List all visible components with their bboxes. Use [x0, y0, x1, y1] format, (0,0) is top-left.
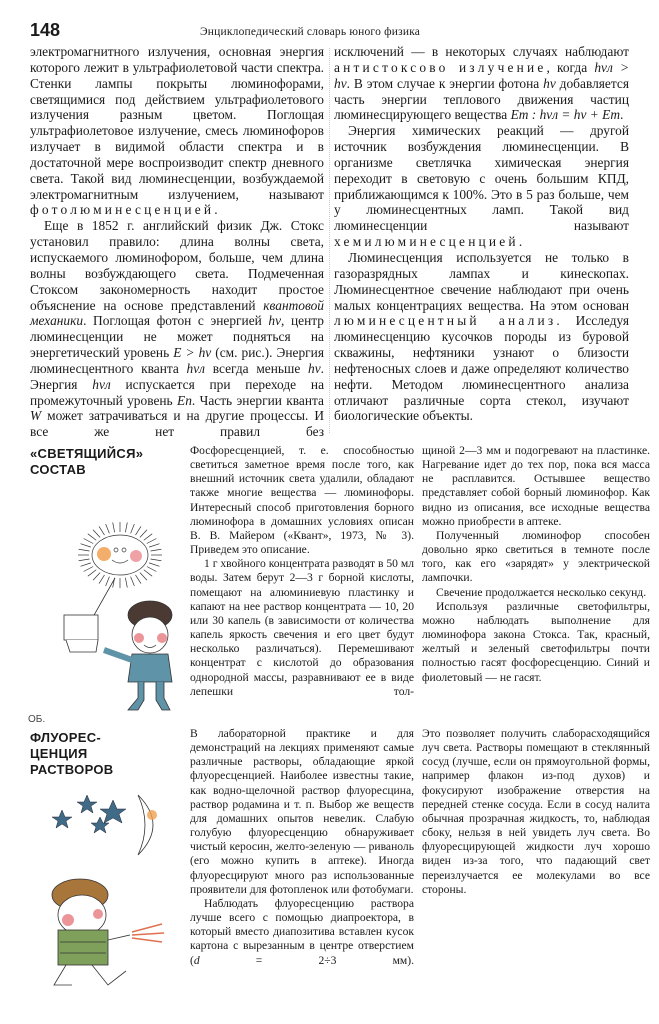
text-run: Полученный люминофор способен довольно ярко светиться в темноте после того, как его «зарядят» у электрической лампочки. — [422, 528, 650, 585]
text-run: Фосфоресценцией, т. е. способностью светиться заметное время после того, как внешний источник света удалили, обладают также многие вещества — люминофоры. Интересный способ приготовления борного люминофора в домашних условиях описан В. В. Майером («Квант», 1973, № 3). Приведем это описание. — [190, 444, 414, 557]
text-run: . Исследуя люминесценцию кусочков породы из буровой скважины, нефтяники узнают о близости нефтеносных слоев и даже определяют количество нефти. Методом люминесцентного анализа отличают различные сорта стекол, изучают биологические объекты. — [334, 313, 629, 424]
text-run: исключений — в некоторых случаях наблюдают — [334, 44, 629, 59]
paragraph — [422, 444, 650, 529]
text-run: Свечение продолжается несколько секунд. — [436, 585, 647, 599]
italic-term: Eт : hνл = hν + Eт — [510, 107, 620, 123]
italic-term: hνл — [92, 376, 111, 392]
sun-ray — [79, 559, 90, 561]
sun-ray — [106, 524, 110, 533]
paragraph — [30, 218, 324, 440]
text-run: всегда меньше — [205, 360, 308, 376]
sun-ray — [144, 570, 152, 576]
text-run: Люминесценция используется не только в газоразрядных лампах и кинескопах. Люминесцентное свечение наблюдают при очень малых концентрациях вещества. На этом основан — [334, 249, 629, 313]
spaced-term: антистоксово излучение — [334, 59, 547, 75]
sun-ray — [81, 563, 91, 566]
text-run: , центр люминесценции не может подняться на энергетический уровень — [30, 313, 324, 361]
column-divider — [329, 48, 330, 433]
paragraph — [30, 44, 324, 218]
text-run: . — [214, 202, 218, 218]
text-run: Наблюдать флуоресценцию раствора лучше всего с помощью диапроектора, в который вместо диапозитива вставлен кусок картона с вырезанным в центре отверстием ( — [190, 896, 414, 967]
text-run: . — [518, 234, 523, 250]
sun-ray — [88, 534, 96, 540]
paragraph — [422, 600, 650, 685]
text-run: Это позволяет получить слаборасходящийся луч света. Растворы помещают в стеклянный сосуд (лучше, если он прямоугольной формы, например флакон из-под духов) и фокусируют изображение отверстия на передней стенке сосуда. Если в сосуд налита обычная прозрачная жидкость, то, наблюдая сбоку, нельзя в ней увидеть луч света. Во флуоресцирующей жидкости луч хорошо виден из-за того, что падающий свет переизлучается ее молекулами во все стороны. — [422, 727, 650, 896]
illustration-stars-moon-child — [20, 790, 190, 1010]
sun-ray — [131, 577, 135, 586]
star-icon — [52, 810, 72, 828]
sun-ray — [149, 563, 159, 566]
sun-ray — [140, 573, 147, 581]
sun-icon — [78, 522, 162, 588]
heading-line: ЦЕНЦИЯ — [30, 746, 88, 761]
section1-column-right — [422, 444, 650, 685]
sun-ray — [93, 530, 100, 538]
italic-term: hνл — [186, 360, 206, 376]
paragraph — [190, 444, 414, 557]
page-number: 148 — [30, 20, 61, 40]
artist-signature: ОБ. — [28, 714, 46, 725]
sun-ray — [79, 549, 90, 551]
sun-ray — [106, 577, 110, 586]
text-run: В лабораторной практике и для демонстраций на лекциях применяют самые различные растворы, обладающие яркой флуоресценцией. Наиболее известны такие, как водно-щелочной раствор флуоресцина, раствор родамина и т. п. Выбор же веществ для домашних опытов невелик. Слабую голубую флуоресценцию обнаруживает чистый керосин, желто-зеленую — риваноль (его можно купить в аптеке). Иногда флуоресцируют много раз использованные проявители для фотопленок или фотобумаги. — [190, 727, 414, 896]
paragraph — [334, 250, 629, 424]
sun-ray — [136, 575, 142, 584]
italic-term: hνл > hν — [334, 59, 629, 91]
text-run: . Поглощая фотон с энергией — [83, 313, 269, 329]
sun-ray — [140, 530, 147, 538]
moon-icon — [138, 795, 157, 855]
sun-ray — [88, 570, 96, 576]
text-run: , когда — [546, 59, 595, 75]
star-icon — [77, 795, 97, 813]
text-run: Используя различные светофильтры, можно наблюдать выполнение для люминофора закона Стокса. Так, красный, желтый и зеленый светофильтры почти полностью гасят фосфоресценцию. Синий и фиолетовый — не гасят. — [422, 599, 650, 684]
section-heading-glowing-compound — [30, 446, 143, 478]
italic-term: квантовой механики — [30, 297, 324, 329]
spaced-term: люминесцентный анализ — [334, 313, 557, 329]
article-column-left — [30, 44, 324, 440]
heading-line: РАСТВОРОВ — [30, 762, 114, 777]
sun-ray — [93, 573, 100, 581]
sun-ray — [125, 578, 127, 588]
text-run: (см. рис.). Энергия люминесцентного кванта — [30, 345, 324, 376]
paragraph — [422, 727, 650, 897]
sun-ray — [84, 539, 94, 544]
paragraph — [422, 529, 650, 586]
sun-ray — [147, 567, 157, 572]
heading-line: ФЛУОРЕС- — [30, 730, 102, 745]
italic-term: E > hν — [173, 345, 212, 361]
section2-column-right — [422, 727, 650, 897]
section2-column-middle — [190, 727, 414, 968]
text-run: испускается при переходе на промежуточный уровень — [30, 376, 325, 408]
italic-term: hν — [543, 75, 556, 91]
sun-ray — [144, 534, 152, 540]
paragraph — [422, 586, 650, 600]
paragraph — [190, 727, 414, 897]
star-icon — [100, 800, 126, 823]
italic-term: d — [193, 953, 200, 967]
running-title: Энциклопедический словарь юного физика — [200, 26, 421, 38]
text-run: электромагнитного излучения, основная энергия которого лежит в ультрафиолетовой части спектра. Стенки лампы покрыты люминофорами, светящимися под действием ультрафиолетового излучения разным цветом. Поглощая ультрафиолетовое излучение, смесь люминофоров излучает в видимой области спектра и в достаточной мере воспроизводит спектр дневного света. Такой вид люминесценции, возбуждаемой электромагнитным излучением, называют — [30, 44, 324, 202]
spaced-term: хемилюминесценцией — [334, 234, 519, 250]
text-run: . Энергия — [30, 360, 324, 392]
section-heading-solution-fluorescence — [30, 730, 113, 778]
paragraph — [334, 44, 629, 123]
text-run: Еще в 1852 г. английский физик Дж. Стокс установил правило: длина волны света, испускаемого люминофором, больше, чем длина волны возбуждающего света. Подмеченная Стоксом закономерность находит простое объяснение на основе представлений — [30, 218, 324, 313]
text-run: 1 г хвойного концентрата разводят в 50 мл воды. Затем берут 2—3 г борной кислоты, помещают на алюминиевую пластинку и капают на нее раствор концентрата — 10, 20 или 30 капель (в зависимости от количества капель яркость свечения и его цвет будут несколько различаться). Перемешивают концентрат с кислотой до образования однородной массы, разравнивают ее в виде лепешки тол- — [190, 557, 414, 698]
italic-term: hν — [308, 360, 321, 376]
sun-ray — [81, 544, 91, 547]
text-run: может затрачиваться и на другие процессы. И все же нет правил без — [30, 408, 324, 440]
sun-ray — [151, 549, 162, 551]
sun-ray — [84, 567, 94, 572]
paragraph — [190, 897, 414, 968]
spaced-term: фотолюминесценцией — [30, 202, 215, 218]
paragraph — [334, 123, 629, 250]
sun-ray — [99, 526, 105, 535]
text-run: . — [620, 107, 624, 123]
illustration-sun-and-child — [20, 520, 190, 725]
text-run: Энергия химических реакций — другой источник возбуждения люминесценции. В организме светлячка химическая энергия переходит в световую с очень большим КПД, приближающимся к 100%. Это в 5 раз больше, чем у люминесцентных ламп. Такой вид люминесценции называют — [334, 123, 629, 234]
sun-ray — [151, 559, 162, 561]
section1-column-middle — [190, 444, 414, 699]
sun-ray — [99, 575, 105, 584]
sun-ray — [149, 544, 159, 547]
text-run: . В этом случае к энергии фотона — [346, 75, 544, 91]
sun-ray — [136, 526, 142, 535]
text-run: . Часть энергии кванта — [191, 392, 324, 408]
child-figure — [64, 601, 172, 710]
sun-ray — [147, 539, 157, 544]
sun-ray — [131, 524, 135, 533]
child-with-flashlight — [52, 879, 164, 985]
italic-term: hν — [268, 313, 282, 329]
italic-term: W — [30, 408, 42, 424]
text-run: = 2÷3 мм). — [199, 953, 414, 967]
sun-ray — [125, 523, 127, 533]
article-column-right — [334, 44, 629, 424]
text-run: добавляется часть энергии теплового движения частиц люминесцирующего вещества — [334, 75, 629, 123]
italic-term: Eп — [177, 392, 192, 408]
heading-line: «СВЕТЯЩИЙСЯ» — [30, 446, 144, 461]
paragraph — [190, 557, 414, 699]
heading-line: СОСТАВ — [30, 462, 86, 477]
text-run: щиной 2—3 мм и подогревают на пластинке. Нагревание идет до тех пор, пока вся масса не расплавится. Остывшее вещество представляет собой борный люминофор. Как видно из описания, все исходные вещества можно приобрести в аптеке. — [422, 444, 650, 528]
sun-ray — [113, 523, 115, 533]
